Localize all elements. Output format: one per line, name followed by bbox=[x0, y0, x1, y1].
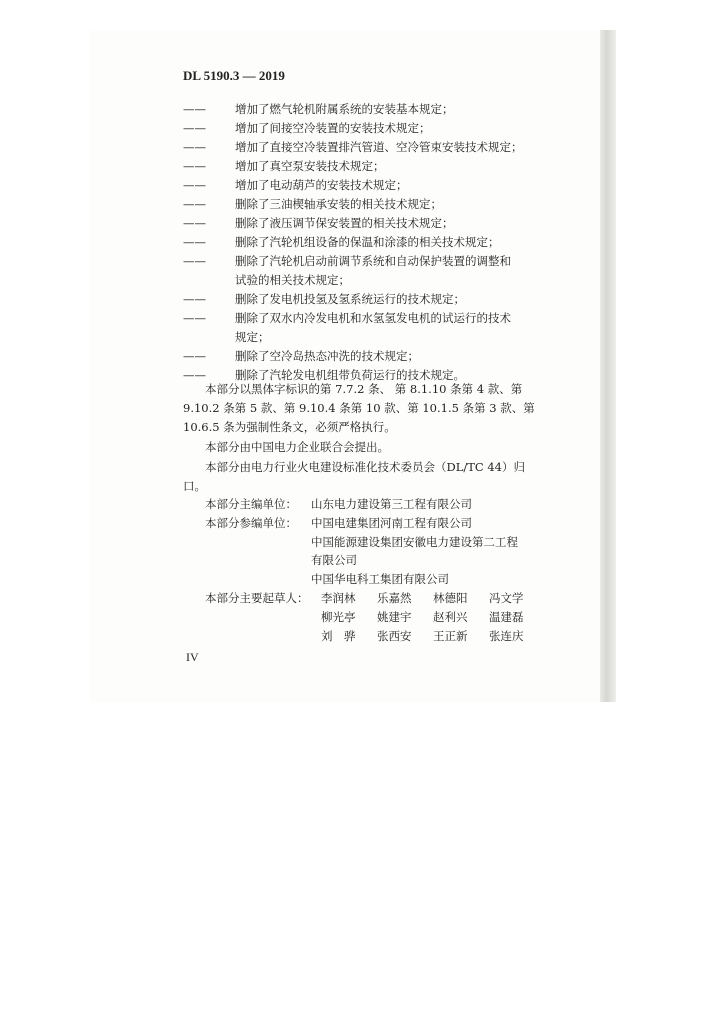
mandatory-paragraph bbox=[183, 380, 543, 437]
dash-marker: —— bbox=[183, 349, 206, 363]
document-header: DL 5190.3 — 2019 bbox=[183, 68, 285, 83]
drafter-name: 姚建宇 bbox=[377, 610, 412, 624]
dash-marker: —— bbox=[183, 159, 206, 173]
change-item bbox=[183, 119, 431, 138]
committee-text: 本部分由电力行业火电建设标准化技术委员会（DL/TC 44）归口。 bbox=[183, 460, 525, 493]
change-item-text: 增加了燃气轮机附属系统的安装基本规定； bbox=[235, 102, 454, 116]
participating-unit-2-cont: 有限公司 bbox=[311, 553, 357, 567]
page-edge-shadow bbox=[600, 30, 616, 702]
change-item-text: 删除了液压调节保安装置的相关技术规定； bbox=[235, 216, 454, 230]
page-number: IV bbox=[186, 650, 199, 664]
change-item bbox=[183, 138, 523, 157]
drafter-name: 温建磊 bbox=[489, 610, 524, 624]
dash-marker: —— bbox=[183, 292, 206, 306]
dash-marker: —— bbox=[183, 197, 206, 211]
dash-marker: —— bbox=[183, 254, 206, 268]
dash-marker: —— bbox=[183, 178, 206, 192]
proposer-paragraph bbox=[183, 438, 543, 457]
mandatory-text: 本部分以黑体字标识的第 7.7.2 条、 第 8.1.10 条第 4 款、第 9.10.2 条第 5 款、第 9.10.4 条第 10 款、第 10.1.5 条第 3 款、第 10.6.5 条为强制性条文，必须严格执行。 bbox=[183, 382, 535, 434]
change-item bbox=[183, 214, 454, 233]
drafter-name: 王正新 bbox=[433, 629, 468, 643]
change-item bbox=[183, 195, 442, 214]
dash-marker: —— bbox=[183, 121, 206, 135]
drafters-row-3 bbox=[321, 627, 545, 646]
change-item-text: 删除了汽轮机启动前调节系统和自动保护装置的调整和 bbox=[235, 254, 511, 268]
change-item-text: 增加了间接空冷装置的安装技术规定； bbox=[235, 121, 431, 135]
drafter-name: 林德阳 bbox=[433, 591, 468, 605]
drafter-name: 乐嘉然 bbox=[377, 591, 412, 605]
change-item bbox=[183, 252, 511, 290]
drafters-label: 本部分主要起草人： bbox=[205, 591, 309, 605]
change-item-text: 删除了双水内冷发电机和水氢氢发电机的试运行的技术 bbox=[235, 311, 511, 325]
drafter-name: 赵利兴 bbox=[433, 610, 468, 624]
participating-unit-label: 本部分参编单位： bbox=[205, 516, 297, 530]
drafters-row-2 bbox=[321, 608, 545, 627]
change-item-text: 增加了真空泵安装技术规定； bbox=[235, 159, 385, 173]
chief-unit-label: 本部分主编单位： bbox=[205, 497, 297, 511]
drafter-name: 张西安 bbox=[377, 629, 412, 643]
drafter-name: 刘 骅 bbox=[321, 629, 356, 643]
change-item-text: 规定； bbox=[235, 330, 270, 344]
drafter-name: 冯文学 bbox=[489, 591, 524, 605]
change-item bbox=[183, 157, 385, 176]
change-item-text: 增加了直接空冷装置排汽管道、空冷管束安装技术规定； bbox=[235, 140, 523, 154]
change-item-text: 试验的相关技术规定； bbox=[235, 273, 350, 287]
change-item bbox=[183, 309, 511, 347]
drafters-row-1 bbox=[321, 589, 545, 608]
committee-paragraph bbox=[183, 458, 543, 496]
change-item bbox=[183, 100, 454, 119]
participating-unit-2: 中国能源建设集团安徽电力建设第二工程 bbox=[311, 535, 518, 549]
dash-marker: —— bbox=[183, 235, 206, 249]
change-item bbox=[183, 290, 465, 309]
change-item bbox=[183, 176, 408, 195]
change-item-text: 删除了三油楔轴承安装的相关技术规定； bbox=[235, 197, 442, 211]
change-item bbox=[183, 347, 419, 366]
change-item bbox=[183, 233, 500, 252]
drafter-name: 李润林 bbox=[321, 591, 356, 605]
dash-marker: —— bbox=[183, 311, 206, 325]
drafter-name: 张连庆 bbox=[489, 629, 524, 643]
change-item-text: 删除了汽轮机组设备的保温和涂漆的相关技术规定； bbox=[235, 235, 500, 249]
change-item-text: 删除了汽轮发电机组带负荷运行的技术规定。 bbox=[235, 368, 465, 382]
change-item-text: 增加了电动葫芦的安装技术规定； bbox=[235, 178, 408, 192]
participating-unit-1: 中国电建集团河南工程有限公司 bbox=[311, 516, 472, 530]
participating-unit-3: 中国华电科工集团有限公司 bbox=[311, 572, 449, 586]
chief-unit-value: 山东电力建设第三工程有限公司 bbox=[311, 497, 472, 511]
proposer-text: 本部分由中国电力企业联合会提出。 bbox=[205, 440, 389, 454]
dash-marker: —— bbox=[183, 140, 206, 154]
dash-marker: —— bbox=[183, 368, 206, 382]
dash-marker: —— bbox=[183, 216, 206, 230]
drafter-name: 柳光亭 bbox=[321, 610, 356, 624]
dash-marker: —— bbox=[183, 102, 206, 116]
change-item-text: 删除了空冷岛热态冲洗的技术规定； bbox=[235, 349, 419, 363]
change-item-text: 删除了发电机投氢及氢系统运行的技术规定； bbox=[235, 292, 465, 306]
